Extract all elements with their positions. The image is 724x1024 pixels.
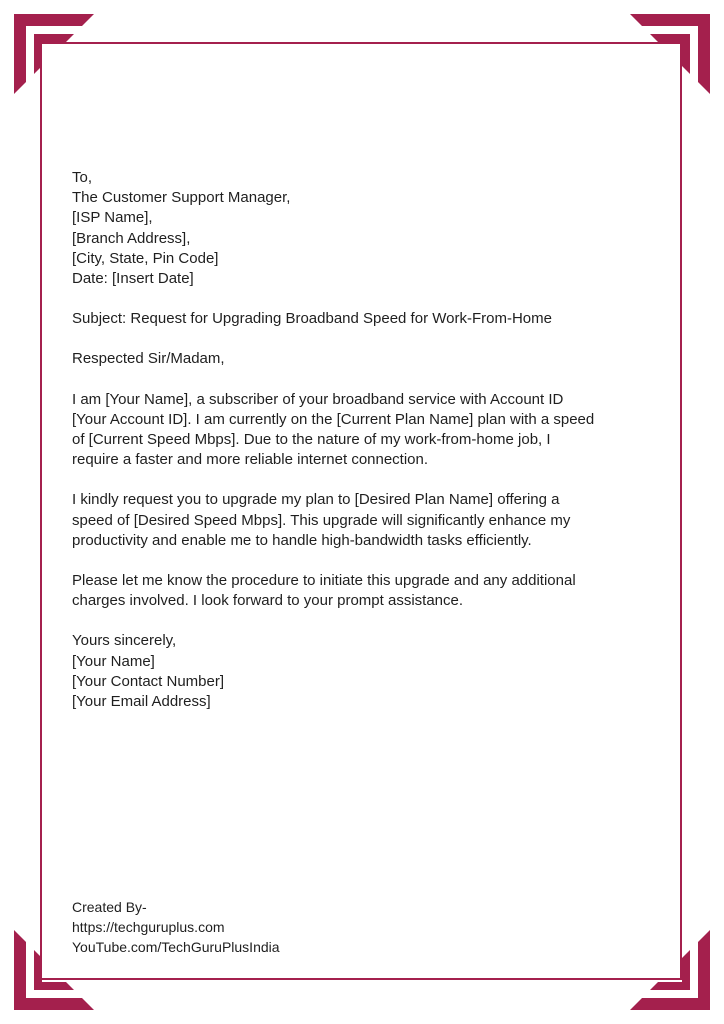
paragraph-line: I kindly request you to upgrade my plan to [Desired Plan Name] offering a [72, 491, 560, 509]
website-link[interactable]: https://techguruplus.com [72, 919, 225, 935]
corner-ornament-top-left [14, 14, 109, 109]
subject-line: Subject: Request for Upgrading Broadband Speed for Work-From-Home [72, 310, 552, 328]
paragraph-line: [Your Account ID]. I am currently on the [Current Plan Name] plan with a speed [72, 410, 595, 428]
closing-line: [Your Email Address] [72, 693, 211, 711]
paragraph-line: require a faster and more reliable internet connection. [72, 451, 429, 469]
paragraph-line: charges involved. I look forward to your prompt assistance. [72, 592, 464, 610]
credits-label: Created By- [72, 899, 147, 915]
paragraph-line: I am [Your Name], a subscriber of your broadband service with Account ID [72, 390, 564, 408]
youtube-link[interactable]: YouTube.com/TechGuruPlusIndia [72, 939, 280, 955]
recipient-line: The Customer Support Manager, [72, 189, 291, 207]
closing-signature-block [72, 631, 662, 712]
recipient-line: [Branch Address], [72, 229, 191, 247]
credits-block [72, 897, 472, 957]
body-paragraph [72, 571, 662, 611]
recipient-address-block [72, 168, 662, 289]
recipient-line: [ISP Name], [72, 209, 153, 227]
body-paragraph [72, 490, 662, 551]
letter-body [72, 168, 662, 732]
salutation: Respected Sir/Madam, [72, 350, 225, 368]
paragraph-line: speed of [Desired Speed Mbps]. This upgrade will significantly enhance my [72, 511, 571, 529]
paragraph-line: productivity and enable me to handle high-bandwidth tasks efficiently. [72, 531, 532, 549]
closing-line: Yours sincerely, [72, 632, 177, 650]
corner-ornament-bottom-right [615, 915, 710, 1010]
recipient-line: To, [72, 169, 93, 186]
paragraph-line: of [Current Speed Mbps]. Due to the nature of my work-from-home job, I [72, 431, 551, 449]
corner-ornament-top-right [615, 14, 710, 109]
paragraph-line: Please let me know the procedure to initiate this upgrade and any additional [72, 572, 576, 590]
closing-line: [Your Contact Number] [72, 672, 225, 690]
recipient-line: [City, State, Pin Code] [72, 249, 219, 267]
date-line: Date: [Insert Date] [72, 270, 194, 288]
closing-line: [Your Name] [72, 652, 155, 670]
body-paragraph [72, 390, 662, 471]
